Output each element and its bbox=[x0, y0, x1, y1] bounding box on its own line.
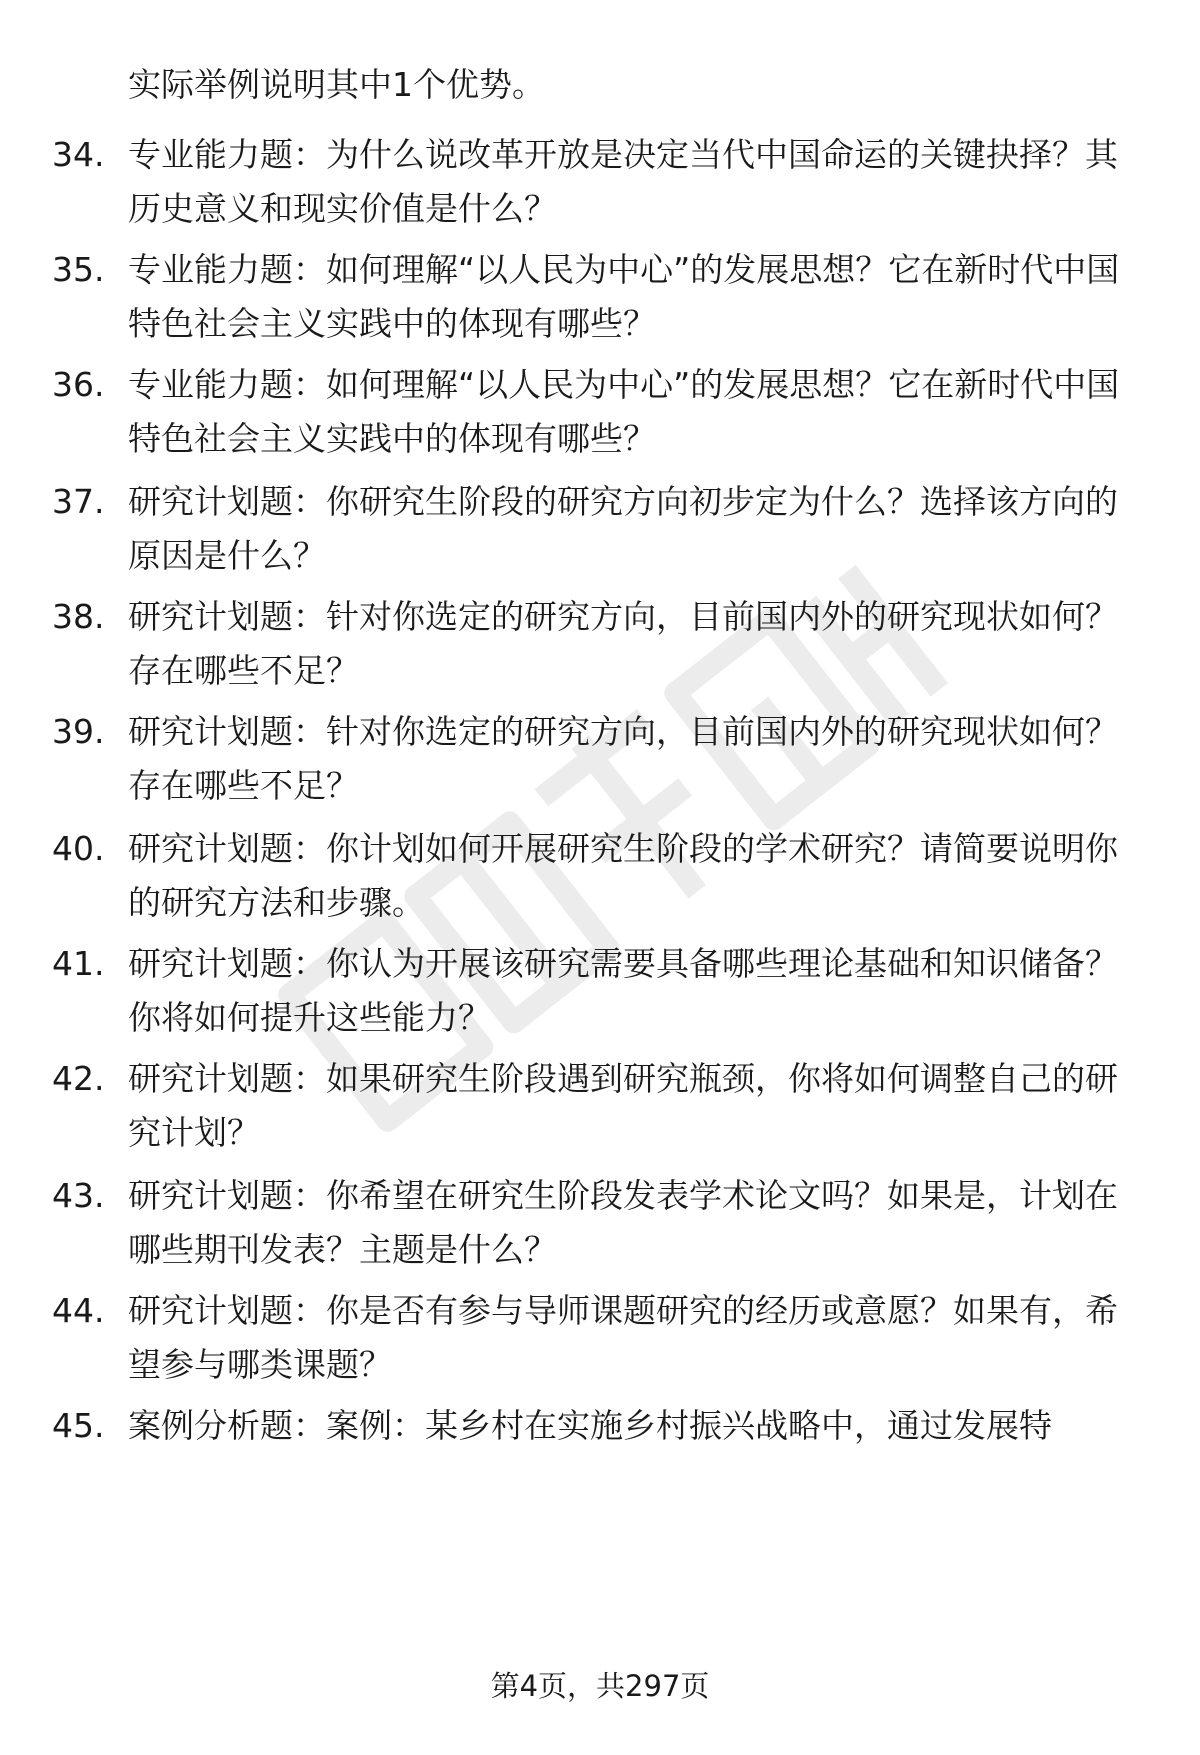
question-text: 研究计划题：你认为开展该研究需要具备哪些理论基础和知识储备？你将如何提升这些能力？ bbox=[128, 944, 1118, 1037]
question-number: 35. bbox=[52, 250, 105, 289]
question-item bbox=[0, 475, 1200, 585]
question-text: 专业能力题：为什么说改革开放是决定当代中国命运的关键抉择？其历史意义和现实价值是什么？ bbox=[128, 135, 1118, 228]
continuation-text: 实际举例说明其中1个优势。 bbox=[128, 65, 545, 104]
question-item bbox=[0, 128, 1200, 238]
question-item bbox=[0, 590, 1200, 700]
question-text: 专业能力题：如何理解“以人民为中心”的发展思想？它在新时代中国特色社会主义实践中的体现有哪些？ bbox=[128, 250, 1120, 343]
question-number: 36. bbox=[52, 365, 105, 404]
question-item bbox=[0, 1284, 1200, 1394]
question-number: 41. bbox=[52, 944, 105, 983]
question-text: 专业能力题：如何理解“以人民为中心”的发展思想？它在新时代中国特色社会主义实践中的体现有哪些？ bbox=[128, 365, 1120, 458]
question-number: 38. bbox=[52, 597, 105, 636]
question-item bbox=[0, 705, 1200, 815]
question-item bbox=[0, 243, 1200, 353]
page-footer: 第4页，共297页 bbox=[490, 1669, 710, 1703]
question-item bbox=[0, 1399, 1200, 1509]
question-text: 研究计划题：你计划如何开展研究生阶段的学术研究？请简要说明你的研究方法和步骤。 bbox=[128, 829, 1118, 922]
question-text: 研究计划题：你是否有参与导师课题研究的经历或意愿？如果有，希望参与哪类课题？ bbox=[128, 1291, 1118, 1384]
question-number: 34. bbox=[52, 135, 105, 174]
question-number: 45. bbox=[52, 1406, 105, 1445]
question-number: 37. bbox=[52, 482, 105, 521]
question-item bbox=[0, 358, 1200, 468]
question-text: 研究计划题：针对你选定的研究方向，目前国内外的研究现状如何？存在哪些不足？ bbox=[128, 597, 1118, 690]
question-text: 研究计划题：如果研究生阶段遇到研究瓶颈，你将如何调整自己的研究计划？ bbox=[128, 1059, 1118, 1152]
question-item bbox=[0, 937, 1200, 1047]
question-number: 43. bbox=[52, 1176, 105, 1215]
question-text: 研究计划题：针对你选定的研究方向，目前国内外的研究现状如何？存在哪些不足？ bbox=[128, 712, 1118, 805]
question-number: 44. bbox=[52, 1291, 105, 1330]
question-number: 42. bbox=[52, 1059, 105, 1098]
question-text: 研究计划题：你希望在研究生阶段发表学术论文吗？如果是，计划在哪些期刊发表？主题是什么？ bbox=[128, 1176, 1118, 1269]
question-item bbox=[0, 1052, 1200, 1162]
question-item bbox=[0, 1169, 1200, 1279]
question-text: 研究计划题：你研究生阶段的研究方向初步定为什么？选择该方向的原因是什么？ bbox=[128, 482, 1118, 575]
question-number: 40. bbox=[52, 829, 105, 868]
question-number: 39. bbox=[52, 712, 105, 751]
question-item bbox=[0, 822, 1200, 932]
question-text: 案例分析题：案例：某乡村在实施乡村振兴战略中，通过发展特 bbox=[128, 1406, 1052, 1445]
